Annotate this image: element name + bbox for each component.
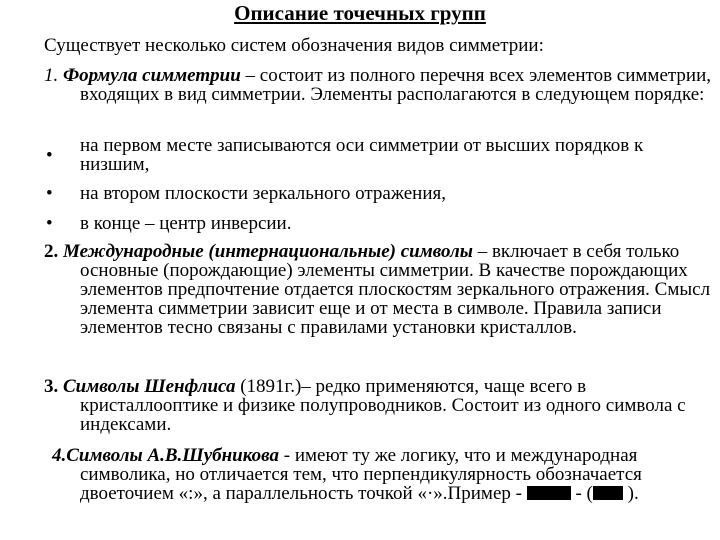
bullet-icon: •	[46, 183, 53, 204]
bullet-item: в конце – центр инверсии.	[80, 213, 292, 234]
bullet-item: на первом месте записываются оси симметрии от высших порядков к низшим,	[80, 135, 644, 175]
bullet-item: на втором плоскости зеркального отражения,	[80, 183, 446, 204]
section-term: Формула симметрии	[63, 65, 241, 86]
section-number: 2.	[44, 241, 59, 262]
section-number: 1.	[44, 65, 59, 86]
section-number: 4.	[52, 445, 67, 466]
section-year: (1891г.)	[235, 376, 302, 397]
section-text: - имеют ту же логику, что и международная символика, но отличается тем, что перпендикулярность обозначается двоеточием «:», а параллельность точкой «·».Пример -	[80, 445, 642, 504]
example-symbol-image	[593, 486, 623, 500]
section-text: – включает в себя только основные (порождающие) элементы симметрии. В качестве порождающих элементов предпочтение отдается плоскостям зеркального отражения. Смысл элемента симметрии зависит еще и от места в символе. Правила записи элементов тесно связаны с правилами установки кристаллов.	[80, 241, 711, 338]
example-symbol-image	[527, 486, 571, 500]
section-term: Символы А.В.Шубникова	[66, 445, 279, 466]
page-title: Описание точечных групп	[234, 1, 486, 25]
section-text: – состоит из полного перечня всех элементов симметрии, входящих в вид симметрии. Элементы располагаются в следующем порядке:	[80, 65, 712, 105]
section-international	[44, 242, 720, 337]
section-shubnikov	[52, 446, 680, 503]
section-text: – редко применяются, чаще всего в кристаллооптике и физике полупроводников. Состоит из одного символа с индексами.	[80, 376, 686, 435]
section-schoenflies	[44, 377, 720, 434]
section-number: 3.	[44, 376, 59, 397]
section-term: Символы Шенфлиса	[63, 376, 236, 397]
section-text-mid: - (	[570, 483, 593, 504]
bullet-icon: •	[46, 213, 53, 234]
bullet-icon: •	[46, 145, 53, 166]
intro-paragraph: Существует несколько систем обозначения видов симметрии:	[44, 35, 544, 56]
section-term: Международные (интернациональные) символы	[63, 241, 473, 262]
section-formula	[44, 66, 720, 104]
section-text-end: ).	[622, 483, 639, 504]
